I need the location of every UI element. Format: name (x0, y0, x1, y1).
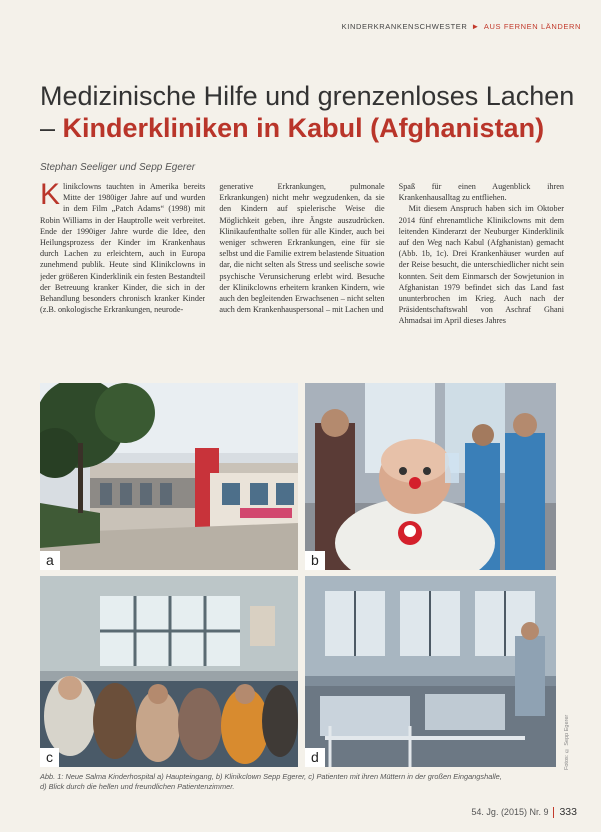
photo-credit: Fotos: © Sepp Egerer (564, 714, 570, 770)
photo-clown (305, 383, 556, 570)
authors: Stephan Seeliger und Sepp Egerer (40, 162, 196, 173)
photo-hospital-entrance (40, 383, 298, 570)
title-line-1: Medizinische Hilfe und grenzenloses Lachen (40, 81, 575, 111)
body-columns (40, 181, 564, 373)
column-1-text: linikclowns tauchten in Amerika bereits Mitte der 1980iger Jahre auf und wurden in dem Film „Patch Adams“ (1998) mit Robin Williams in der Hauptrolle weit verbreitet. Ende der 1990iger Jahre wurde die Idee, den Heilungsprozess der Kinder im Krankenhaus durch Lachen zu erleichtern, auch in Europa zunehmend publik. Heute sind Klinikclowns in jeder größeren Kinderklinik ein festen Bestandteil der Betreuung kranker Kinder, die sich in der Behandlung besonders chronisch kranker Kinder (z.B. onkologische Erkrankungen, neurode- (40, 182, 206, 315)
folio (471, 806, 577, 818)
photo-patient-room (305, 576, 556, 767)
page-number: 333 (559, 806, 577, 818)
issue-info: 54. Jg. (2015) Nr. 9 (471, 807, 549, 817)
title-line-2 (40, 112, 580, 144)
article-title (40, 80, 580, 144)
body-column-2 (219, 181, 384, 373)
column-3-paragraph-1: Spaß für einen Augenblick ihren Krankenhausalltag zu entfliehen. (398, 182, 564, 203)
photo-label-d: d (305, 748, 325, 767)
figure-caption: Abb. 1: Neue Salma Kinderhospital a) Haupteingang, b) Klinikclown Sepp Egerer, c) Patienten mit ihren Müttern in der großen Eingangshalle, d) Blick durch die hellen und freundlichen Patientenzimmer. (40, 772, 502, 791)
folio-divider (553, 807, 554, 818)
running-head-subsection: AUS FERNEN LÄNDERN (483, 22, 581, 31)
column-2-text: generative Erkrankungen, pulmonale Erkrankungen) nicht mehr wegzudenken, da sie den Kindern auf spielerische Weise die Möglichkeit geben, ihre Ängste auszudrücken. Klinikaufenthalte sollen für alle Kinder, auch bei weniger schweren Erkrankungen, eine für sie selbst und die Familie extrem belastende Situation dar, die nicht selten als Stress und seelische sowie psychische Verunsicherung erlebt wird. Besuche der Klinikclowns erheitern kranken Kindern, wie auch den begleitenden Erwachsenen – nicht selten auch dem Krankenhauspersonal – mit Lachen und (219, 182, 385, 315)
title-dash: – (40, 113, 63, 143)
photo-label-a: a (40, 551, 60, 570)
drop-cap: K (40, 181, 61, 211)
body-column-3 (399, 181, 564, 373)
photo-waiting-hall (40, 576, 298, 767)
column-3-paragraph-2: Mit diesem Anspruch haben sich im Oktober 2014 fünf ehrenamtliche Klinikclowns mit dem leitenden Kinderarzt der Neuburger Kinderklinik auf den Weg nach Kabul (Afghanistan) gemacht (Abb. 1b, 1c). Drei Krankenhäuser wurden auf der Reise besucht, die unterschiedlicher nicht sein konnten. Seit dem Einmarsch der Sowjetunion in Afghanistan 1979 befindet sich das Land fast ununterbrochen im Krieg. Auch nach der Präsidentschaftswahl von Aschraf Ghani Ahmadsai im April dieses Jahres (398, 204, 564, 326)
running-head (342, 22, 581, 31)
running-head-section: KINDERKRANKENSCHWESTER (341, 22, 468, 31)
photo-label-b: b (305, 551, 325, 570)
photo-grid (40, 383, 556, 767)
arrow-icon: ► (471, 22, 480, 31)
title-bold: Kinderkliniken in Kabul (Afghanistan) (62, 113, 545, 143)
photo-label-c: c (40, 748, 59, 767)
body-column-1 (40, 181, 205, 373)
